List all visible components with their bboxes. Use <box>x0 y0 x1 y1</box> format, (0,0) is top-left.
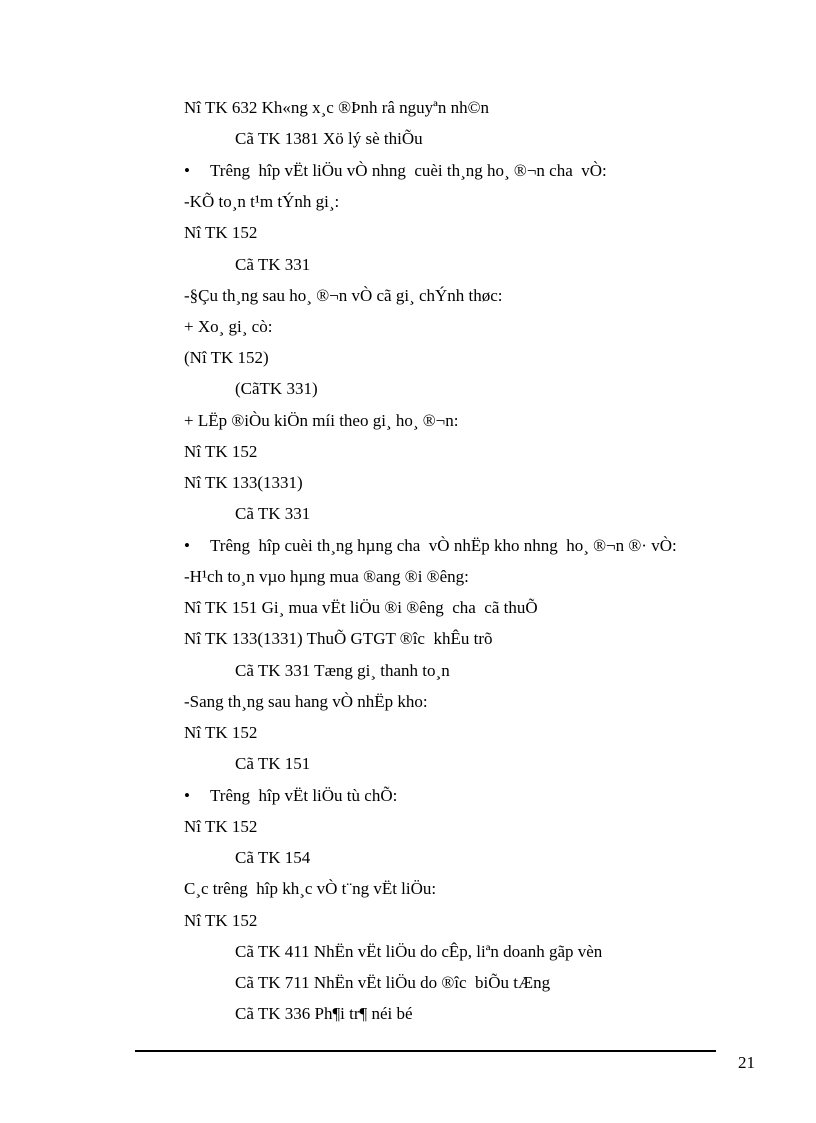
bullet-line <box>184 160 607 182</box>
text-line: Nî TK 133(1331) <box>184 473 303 492</box>
bullet-icon: • <box>184 786 190 805</box>
footer-divider <box>135 1050 716 1052</box>
text-line: Cã TK 1381 Xö lý sè thiÕu <box>235 129 423 148</box>
text-line: -KÕ to¸n t¹m tÝnh gi¸: <box>184 192 340 211</box>
text-line: Cã TK 331 <box>235 255 311 274</box>
bullet-icon: • <box>184 161 190 180</box>
bullet-icon: • <box>184 536 190 555</box>
bullet-text: Trêng hîp vËt liÖu vÒ nhng cuèi th¸ng ho¸ ®¬n cha vÒ: <box>210 161 607 180</box>
text-line: -§Çu th¸ng sau ho¸ ®¬n vÒ cã gi¸ chÝnh thøc: <box>184 286 503 305</box>
text-line: Cã TK 336 Ph¶i tr¶ néi bé <box>235 1004 413 1023</box>
text-line: Cã TK 151 <box>235 754 311 773</box>
text-line: Nî TK 152 <box>184 223 258 242</box>
text-line: Cã TK 331 Tæng gi¸ thanh to¸n <box>235 661 450 680</box>
text-line: + Xo¸ gi¸ cò: <box>184 317 273 336</box>
text-line: -Sang th¸ng sau hang vÒ nhËp kho: <box>184 692 428 711</box>
bullet-text: Trêng hîp cuèi th¸ng hµng cha vÒ nhËp kho nhng ho¸ ®¬n ®· vÒ: <box>210 536 677 555</box>
text-line: (CãTK 331) <box>235 379 318 398</box>
text-line: Nî TK 133(1331) ThuÕ GTGT ®îc khÊu trõ <box>184 629 493 648</box>
bullet-text: Trêng hîp vËt liÖu tù chÕ: <box>210 786 398 805</box>
bullet-line <box>184 535 677 557</box>
text-line: Nî TK 152 <box>184 723 258 742</box>
text-line: Nî TK 151 Gi¸ mua vËt liÖu ®i ®êng cha cã thuÕ <box>184 598 538 617</box>
text-line: Cã TK 411 NhËn vËt liÖu do cÊp, liªn doanh gãp vèn <box>235 942 603 961</box>
text-line: C¸c trêng hîp kh¸c vÒ t¨ng vËt liÖu: <box>184 879 437 898</box>
bullet-line <box>184 785 397 807</box>
text-line: Nî TK 152 <box>184 442 258 461</box>
text-line: Nî TK 632 Kh«ng x¸c ®Þnh râ nguyªn nh©n <box>184 98 490 117</box>
text-line: + LËp ®iÒu kiÖn míi theo gi¸ ho¸ ®¬n: <box>184 411 459 430</box>
page-number: 21 <box>738 1053 755 1072</box>
text-line: Nî TK 152 <box>184 911 258 930</box>
text-line: (Nî TK 152) <box>184 348 269 367</box>
text-line: -H¹ch to¸n vµo hµng mua ®ang ®i ®êng: <box>184 567 469 586</box>
text-line: Cã TK 711 NhËn vËt liÖu do ®îc biÕu tÆng <box>235 973 551 992</box>
text-line: Cã TK 331 <box>235 504 311 523</box>
text-line: Nî TK 152 <box>184 817 258 836</box>
text-line: Cã TK 154 <box>235 848 311 867</box>
